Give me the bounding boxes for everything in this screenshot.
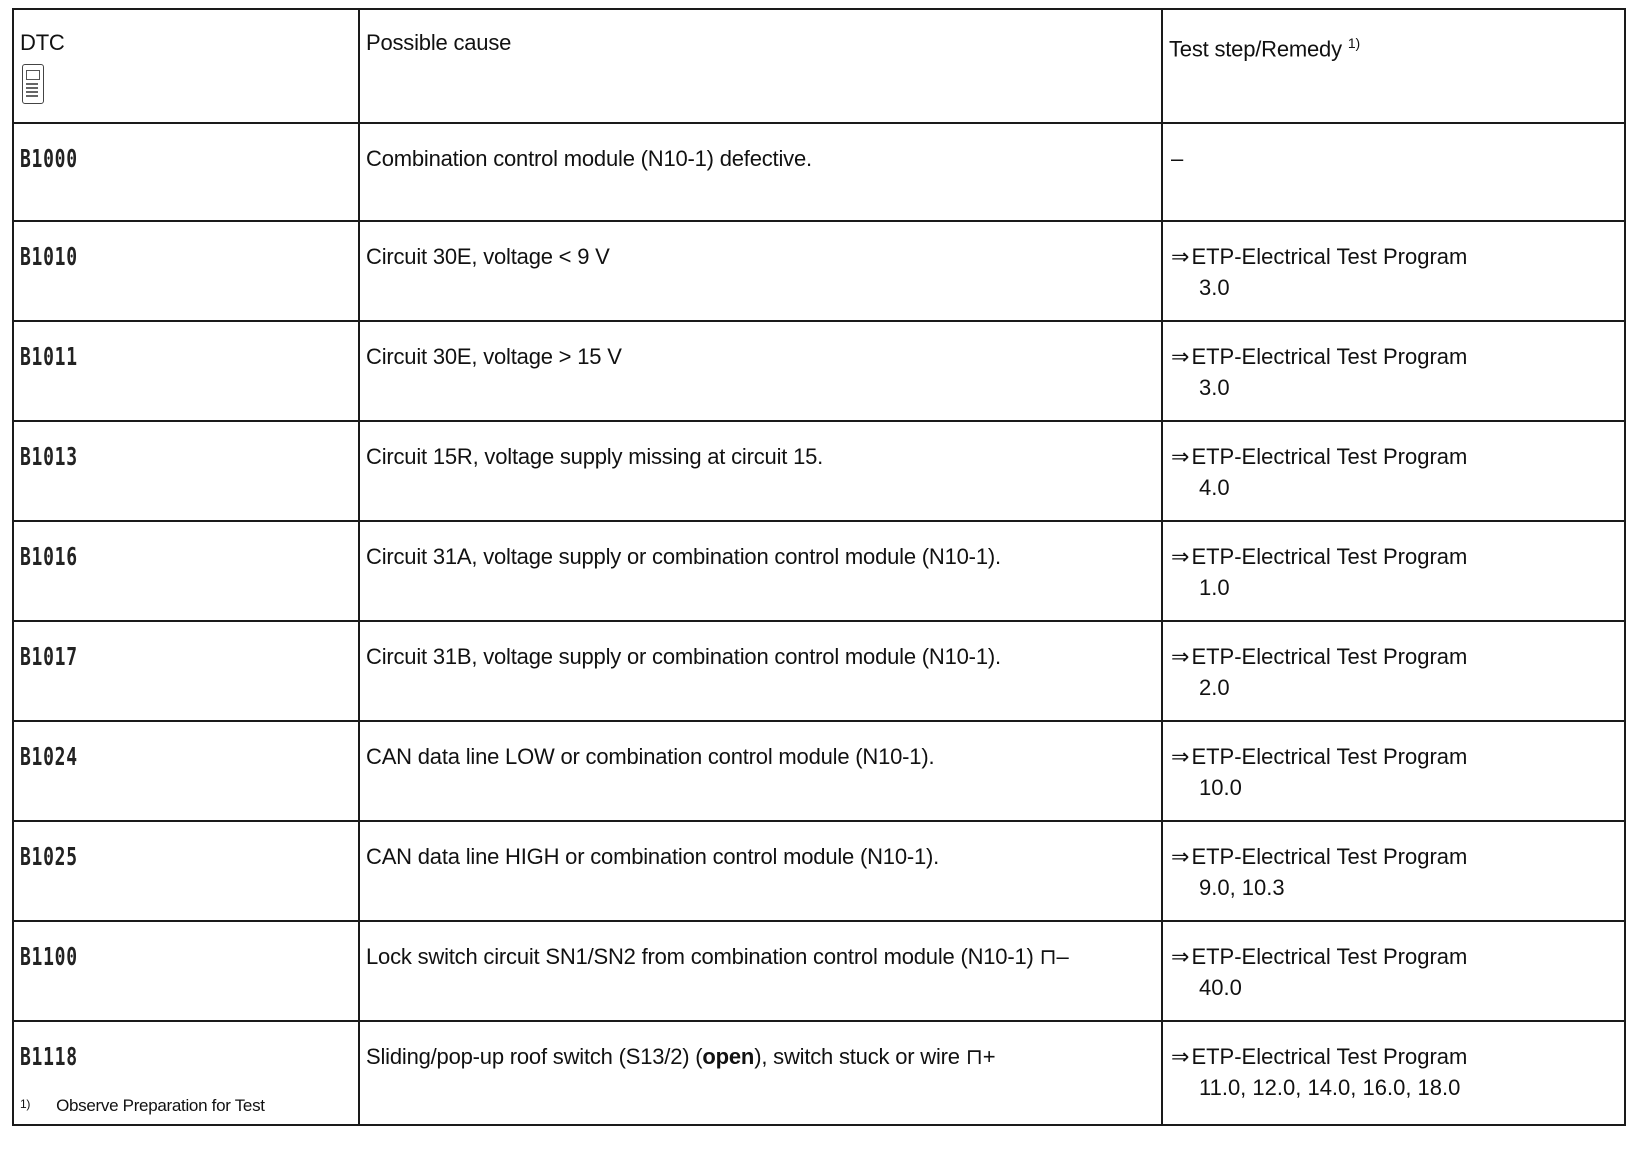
cause-text: CAN data line HIGH or combination control module (N10-1). xyxy=(366,844,940,869)
table-row xyxy=(13,221,1625,321)
table-row xyxy=(13,123,1625,221)
arrow-right-icon: ⇒ xyxy=(1171,245,1190,270)
remedy-program: ETP-Electrical Test Program xyxy=(1191,944,1468,969)
cause-text: Circuit 30E, voltage > 15 V xyxy=(366,344,622,369)
arrow-right-icon: ⇒ xyxy=(1171,745,1190,770)
remedy-program: ETP-Electrical Test Program xyxy=(1191,244,1468,269)
header-dtc-label: DTC xyxy=(20,30,65,55)
cause-text xyxy=(366,1044,995,1069)
dtc-code: B1118 xyxy=(20,1042,78,1071)
remedy-step: 10.0 xyxy=(1199,775,1242,800)
arrow-right-icon: ⇒ xyxy=(1171,445,1190,470)
table-header-row xyxy=(13,9,1625,123)
cause-text: Circuit 31A, voltage supply or combination control module (N10-1). xyxy=(366,544,1001,569)
dtc-code: B1000 xyxy=(20,144,78,173)
remedy-step: 4.0 xyxy=(1199,475,1230,500)
dtc-code: B1013 xyxy=(20,442,78,471)
table-row xyxy=(13,921,1625,1021)
remedy-program: ETP-Electrical Test Program xyxy=(1191,744,1468,769)
remedy-program: ETP-Electrical Test Program xyxy=(1191,1044,1468,1069)
cause-text: Circuit 31B, voltage supply or combination control module (N10-1). xyxy=(366,644,1001,669)
remedy-step: 1.0 xyxy=(1199,575,1230,600)
cause-text: Circuit 30E, voltage < 9 V xyxy=(366,244,610,269)
remedy-step: 3.0 xyxy=(1199,375,1230,400)
arrow-right-icon: ⇒ xyxy=(1171,945,1190,970)
dtc-code: B1017 xyxy=(20,642,78,671)
table-row xyxy=(13,521,1625,621)
dtc-code: B1011 xyxy=(20,342,78,371)
remedy-step: 11.0, 12.0, 14.0, 16.0, 18.0 xyxy=(1199,1075,1461,1100)
remedy-program: ETP-Electrical Test Program xyxy=(1191,344,1468,369)
dtc-table xyxy=(12,8,1626,1126)
cause-text: Lock switch circuit SN1/SN2 from combination control module (N10-1) ⊓– xyxy=(366,944,1069,969)
remedy-step: 3.0 xyxy=(1199,275,1230,300)
table-row xyxy=(13,421,1625,521)
cause-text: Circuit 15R, voltage supply missing at circuit 15. xyxy=(366,444,824,469)
table-row xyxy=(13,721,1625,821)
cause-text-bold: open xyxy=(702,1044,755,1069)
header-dtc xyxy=(13,9,359,123)
footnote-marker: 1) xyxy=(20,1097,31,1111)
footnote xyxy=(20,1096,265,1116)
arrow-right-icon: ⇒ xyxy=(1171,345,1190,370)
remedy-program: ETP-Electrical Test Program xyxy=(1191,644,1468,669)
header-remedy xyxy=(1162,9,1625,123)
table-row xyxy=(13,821,1625,921)
table-row xyxy=(13,321,1625,421)
arrow-right-icon: ⇒ xyxy=(1171,845,1190,870)
header-cause xyxy=(359,9,1162,123)
header-remedy-label: Test step/Remedy xyxy=(1169,36,1342,62)
device-icon xyxy=(22,64,44,104)
header-remedy-footnote-marker: 1) xyxy=(1347,35,1360,51)
dtc-code: B1010 xyxy=(20,242,78,271)
dtc-code: B1100 xyxy=(20,942,78,971)
dtc-code: B1016 xyxy=(20,542,78,571)
arrow-right-icon: ⇒ xyxy=(1171,1045,1190,1070)
remedy-text: – xyxy=(1171,146,1184,171)
cause-text: CAN data line LOW or combination control module (N10-1). xyxy=(366,744,935,769)
remedy-program: ETP-Electrical Test Program xyxy=(1191,444,1468,469)
cause-text: Combination control module (N10-1) defective. xyxy=(366,146,812,171)
remedy-program: ETP-Electrical Test Program xyxy=(1191,844,1468,869)
table-row xyxy=(13,621,1625,721)
remedy-step: 9.0, 10.3 xyxy=(1199,875,1285,900)
dtc-code: B1025 xyxy=(20,842,78,871)
remedy-program: ETP-Electrical Test Program xyxy=(1191,544,1468,569)
remedy-step: 2.0 xyxy=(1199,675,1230,700)
cause-text-pre: Sliding/pop-up roof switch (S13/2) ( xyxy=(366,1044,703,1069)
footnote-text: Observe Preparation for Test xyxy=(56,1096,265,1115)
cause-text-post: ), switch stuck or wire ⊓+ xyxy=(754,1044,996,1069)
dtc-code: B1024 xyxy=(20,742,78,771)
arrow-right-icon: ⇒ xyxy=(1171,645,1190,670)
arrow-right-icon: ⇒ xyxy=(1171,545,1190,570)
header-cause-label: Possible cause xyxy=(366,30,512,55)
remedy-step: 40.0 xyxy=(1199,975,1242,1000)
